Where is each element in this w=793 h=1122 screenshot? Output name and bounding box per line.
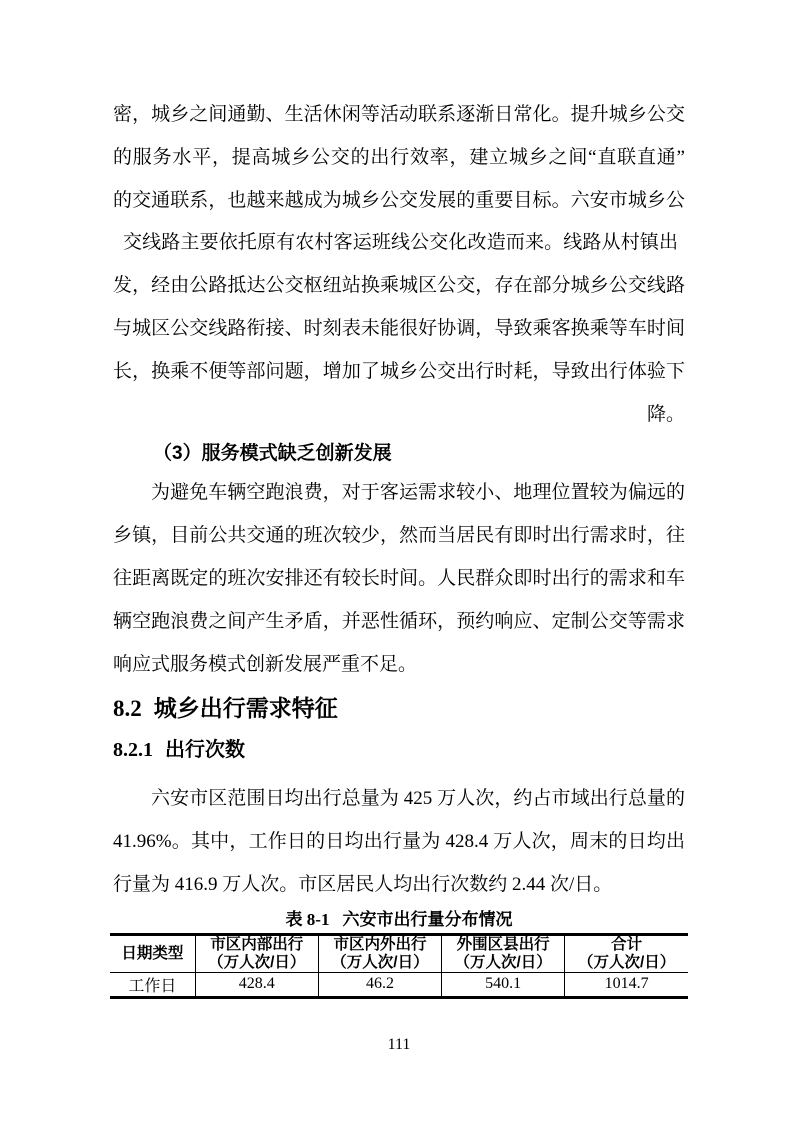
text-line: 的交通联系，也越来越成为城乡公交发展的重要目标。六安市城乡公 [113, 189, 685, 211]
text-line: 降。 [646, 403, 685, 425]
text-line: 的服务水平，提高城乡公交的出行效率，建立城乡之间“直联直通” [113, 146, 685, 168]
table-caption-label: 表 8-1 [285, 909, 330, 929]
subsection-number: 8.2.1 [113, 739, 153, 762]
text-line: 长，换乘不便等部问题，增加了城乡公交出行时耗，导致出行体验下 [113, 360, 685, 382]
paragraph-1 [113, 94, 685, 436]
page-number: 111 [387, 1035, 411, 1053]
section-number: 8.2 [113, 696, 142, 722]
column-name: 外围区县出行 [456, 935, 550, 953]
trip-distribution-table [110, 933, 688, 999]
text-line: 41.96%。其中，工作日的日均出行量为 428.4 万人次，周末的日均出 [113, 831, 685, 853]
table-header-cell [442, 934, 565, 972]
column-unit: （万人次/日） [331, 953, 429, 971]
table-caption [113, 907, 685, 933]
paragraph-3 [113, 778, 685, 906]
column-unit: （万人次/日） [577, 953, 676, 971]
column-name: 市区内外出行 [333, 935, 427, 953]
table-cell: 428.4 [195, 972, 318, 997]
text-line: 六安市区范围日均出行总量为 425 万人次，约占市域出行总量的 [151, 788, 685, 810]
subsection-title: 出行次数 [165, 739, 245, 762]
text-line: 与城区公交线路衔接、时刻表未能很好协调，导致乘客换乘等车时间 [113, 317, 685, 339]
text-line: 密，城乡之间通勤、生活休闲等活动联系逐渐日常化。提升城乡公交 [113, 104, 685, 125]
table-cell: 工作日 [128, 977, 177, 995]
text-line: 响应式服务模式创新发展严重不足。 [113, 653, 418, 675]
subsection-heading [113, 730, 685, 770]
table-header-cell [195, 934, 318, 972]
table-row [110, 972, 688, 997]
text-line: 交线路主要依托原有农村客运班线公交化改造而来。线路从村镇出 [123, 232, 678, 254]
section-title: 城乡出行需求特征 [153, 695, 338, 722]
column-unit: （万人次/日） [208, 953, 306, 971]
column-name: 市区内部出行 [210, 935, 304, 953]
table-header-cell [318, 934, 441, 972]
column-name: 日期类型 [121, 944, 184, 962]
paragraph-2 [113, 472, 685, 686]
section-heading [113, 686, 685, 730]
table-cell: 1014.7 [565, 972, 688, 997]
text-line: 乡镇，目前公共交通的班次较少，然而当居民有即时出行需求时，往 [113, 525, 685, 547]
column-name: 合计 [611, 935, 643, 953]
text-line: 往距离既定的班次安排还有较长时间。人民群众即时出行的需求和车 [113, 567, 685, 589]
text-line: 为避免车辆空跑浪费，对于客运需求较小、地理位置较为偏远的 [151, 482, 685, 504]
table-header-row [110, 934, 688, 972]
text-line: 行量为 416.9 万人次。市区居民人均出行次数约 2.44 次/日。 [113, 873, 613, 895]
table-caption-title: 六安市出行量分布情况 [342, 909, 513, 929]
item-heading-3: （3）服务模式缺乏创新发展 [153, 443, 392, 465]
table-cell: 540.1 [442, 972, 565, 997]
table-cell: 46.2 [318, 972, 441, 997]
text-line: 辆空跑浪费之间产生矛盾，并恶性循环，预约响应、定制公交等需求 [113, 610, 685, 632]
column-unit: （万人次/日） [454, 953, 552, 971]
table-header-cell [565, 934, 688, 972]
table-header-cell [110, 934, 195, 972]
text-line: 发，经由公路抵达公交枢纽站换乘城区公交，存在部分城乡公交线路 [113, 275, 685, 297]
